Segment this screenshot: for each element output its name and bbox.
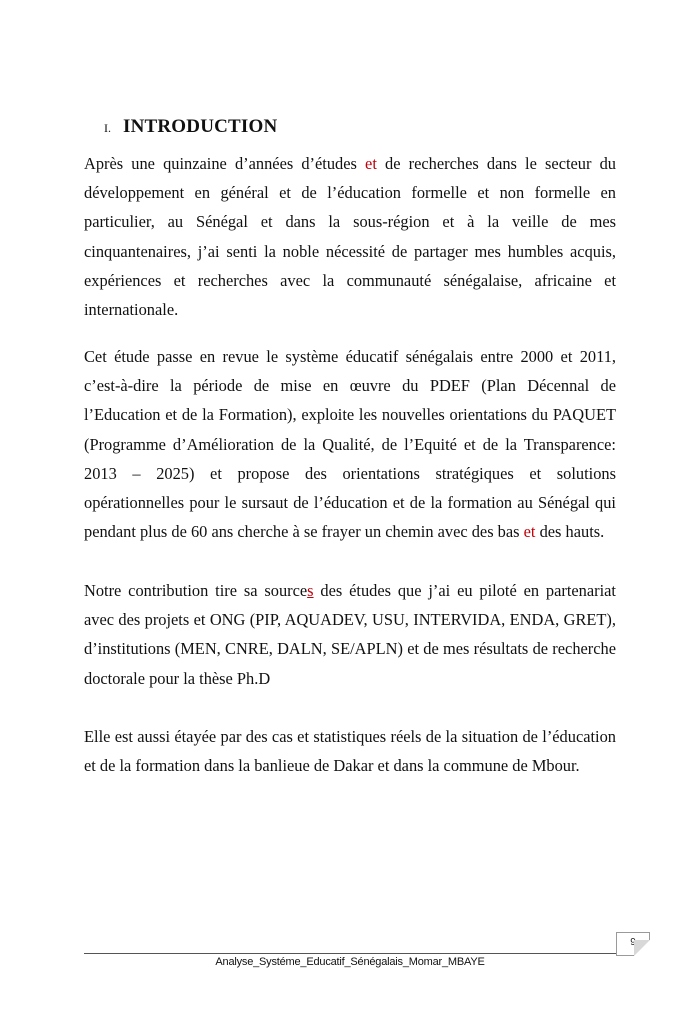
heading-title: INTRODUCTION <box>123 116 278 137</box>
paragraph-study-part-a: Cet étude passe en revue le système éducatif sénégalais entre 2000 et 2011, c’est-à-dire la période de mise en œuvre du PDEF (Plan Décennal de l’Education et de la Formation), exploite les nouvelles orientations du PAQUET (Programme d’Amélioration de la Qualité, de l’Equité et de la Transparence: 2013 – 2025) et propose des orientations stratégiques et solutions opérationnelles pour le sursaut de l’éducation et de la formation au Sénégal qui pendant plus de 60 ans cherche à se frayer un chemin avec des bas <box>84 347 616 542</box>
paragraph-intro-part-a: Après une quinzaine d’années d’études <box>84 154 366 173</box>
paragraph-study-scope <box>84 342 616 546</box>
page-number-box <box>616 932 650 956</box>
paragraph-contribution-part-a: Notre contribution tire sa source <box>84 581 308 600</box>
paragraph-intro <box>84 149 616 324</box>
paragraph-statistics: Elle est aussi étayée par des cas et statistiques réels de la situation de l’éducation et de la formation dans la banlieue de Dakar et dans la commune de Mbour. <box>84 727 616 776</box>
paragraph-study-part-c: des hauts. <box>535 522 605 542</box>
paragraph-intro-part-c: de recherches dans le secteur du développement en général et de l’éducation formelle et non formelle en particulier, au Sénégal et dans la sous-région et à la veille de mes cinquantenaires, j’ai senti la noble nécessité de partager mes humbles acquis, expériences et recherches avec la communauté sénégalaise, africaine et internationale. <box>84 154 616 320</box>
section-heading <box>104 116 277 138</box>
paragraph-contribution <box>84 576 616 693</box>
paragraph-intro-highlight: et <box>365 154 377 173</box>
footer-title: Analyse_Systéme_Educatif_Sénégalais_Momar_MBAYE <box>215 956 485 968</box>
paragraph-study-highlight: et <box>523 522 536 542</box>
paragraph-contribution-part-c: des études que j’ai eu piloté en partenariat avec des projets et ONG (PIP, AQUADEV, USU, INTERVIDA, ENDA, GRET), d’institutions (MEN, CNRE, DALN, SE/APLN) et de mes résultats de recherche doctorale pour la thèse Ph.D <box>84 581 616 688</box>
heading-number: I. <box>104 121 111 135</box>
footer-divider <box>84 953 616 954</box>
page-number: 9 <box>630 937 636 948</box>
paragraph-contribution-highlight: s <box>307 581 314 600</box>
